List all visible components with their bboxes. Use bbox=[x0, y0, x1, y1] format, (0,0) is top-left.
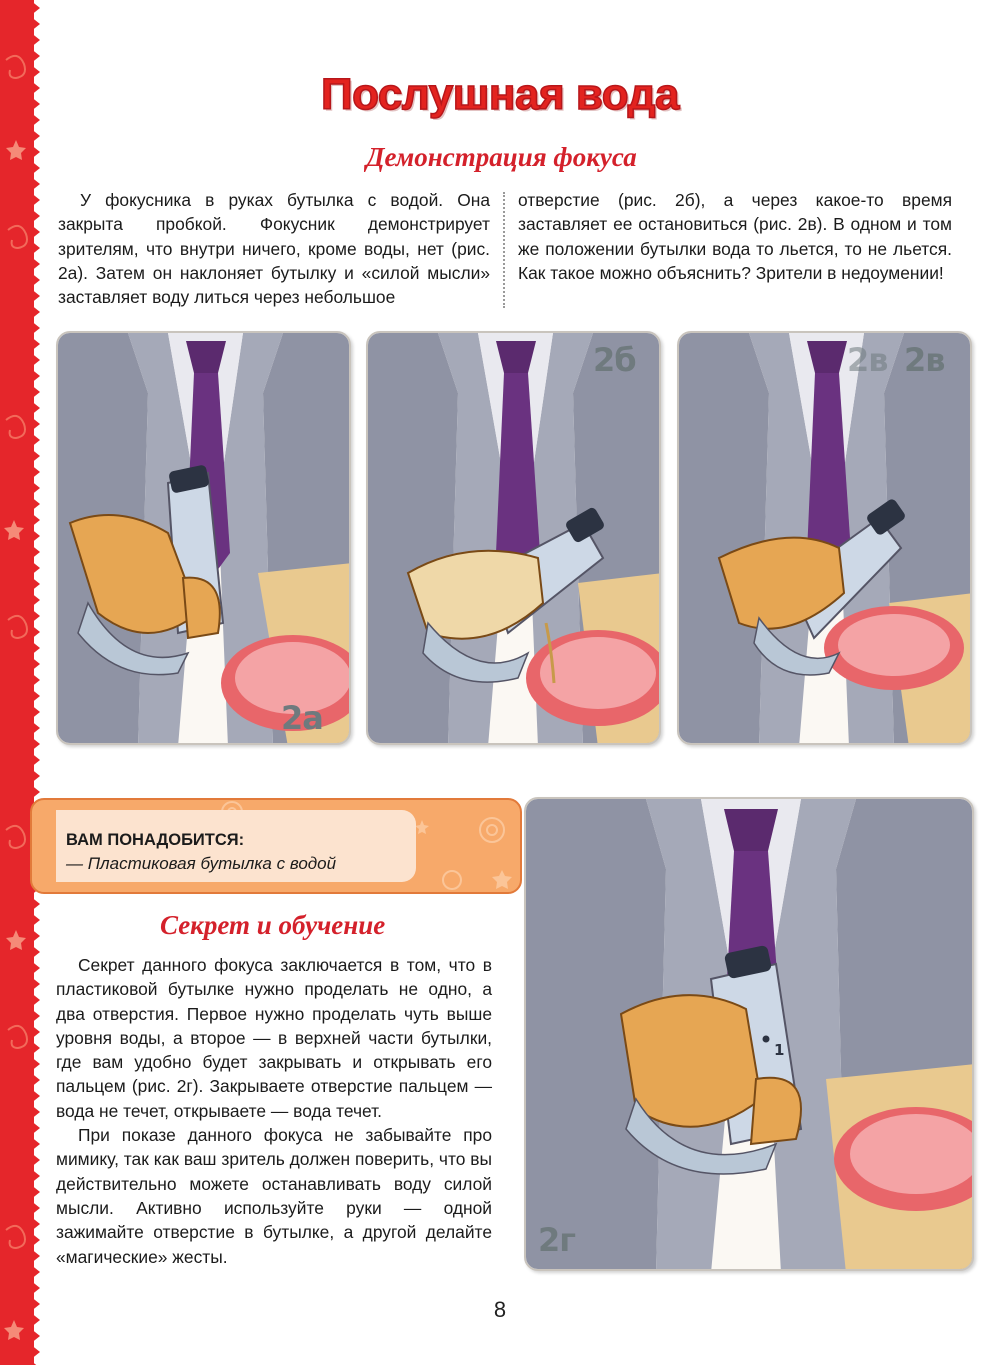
requirements-box bbox=[30, 798, 522, 894]
bottle-hole-mark-1: 1 bbox=[774, 1041, 785, 1059]
figure-label-2a: 2а bbox=[281, 699, 323, 737]
demo-text-right bbox=[518, 188, 952, 285]
figure-2d bbox=[524, 797, 974, 1271]
figure-label-2b: 2б bbox=[593, 341, 636, 379]
page-number: 8 bbox=[493, 1297, 507, 1322]
illustration-magician-bottle-closed bbox=[58, 333, 351, 745]
secret-heading: Секрет и обучение bbox=[160, 910, 386, 940]
figure-label-2c: 2в bbox=[904, 341, 945, 379]
illustration-secret-two-holes bbox=[526, 799, 974, 1271]
column-divider bbox=[503, 192, 505, 308]
figure-2a bbox=[56, 331, 351, 745]
demo-paragraph-left: У фокусника в руках бутылка с водой. Она закрыта пробкой. Фокусник демонстрирует зрителям, что внутри ничего, кроме воды, нет (рис. 2а). Затем он наклоняет бутылку и «силой мысли» заставляет воду литься через небольшое bbox=[58, 190, 490, 308]
demo-heading: Демонстрация фокуса bbox=[366, 142, 637, 172]
side-decoration-strip bbox=[0, 0, 34, 1365]
secret-paragraph-1: Секрет данного фокуса заключается в том, что в пластиковой бутылке нужно проделать не одно, а два отверстия. Первое нужно проделать чуть выше уровня воды, а второе — в верхней части бутылки, где вам удобно будет закрывать и открывать его пальцем (рис. 2г). Закрываете отверстие пальцем — вода не течет, открываете — вода течет. bbox=[56, 955, 492, 1121]
figure-2b bbox=[366, 331, 661, 745]
secret-paragraph-2: При показе данного фокуса не забывайте про мимику, так как ваш зритель должен поверить, что вы действительно можете останавливать воду силой мысли. Активно используйте руки — одной зажимайте отверстие в бутылке, а другой делайте «магические» жесты. bbox=[56, 1125, 492, 1267]
secret-text bbox=[56, 953, 492, 1269]
illustration-magician-water-stopped bbox=[679, 333, 972, 745]
figure-label-2c-faded: 2в bbox=[847, 341, 888, 379]
demo-paragraph-right: отверстие (рис. 2б), а через какое-то время заставляет ее остановиться (рис. 2в). В одном и том же положении бутылки вода то льется, то не льется. Как такое можно объяснить? Зрители в недоумении! bbox=[518, 190, 952, 283]
demo-text-left bbox=[58, 188, 490, 309]
side-zigzag-edge bbox=[30, 0, 44, 1365]
page-title: Послушная вода bbox=[320, 70, 680, 119]
figure-label-2d: 2г bbox=[538, 1221, 575, 1259]
requirements-title: ВАМ ПОНАДОБИТСЯ: bbox=[66, 831, 245, 849]
figure-2c bbox=[677, 331, 972, 745]
illustration-magician-water-pouring bbox=[368, 333, 661, 745]
requirements-item: — Пластиковая бутылка с водой bbox=[66, 854, 337, 873]
